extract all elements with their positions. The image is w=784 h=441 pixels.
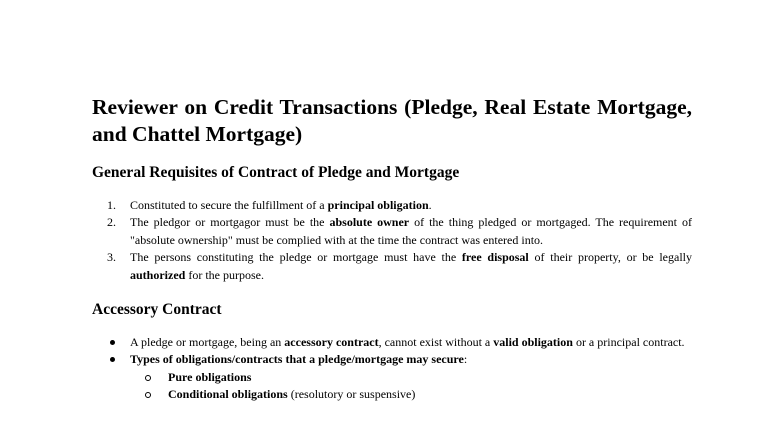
item-text: The persons constituting the pledge or mortgage must have the [130,250,462,265]
item-number: 2. [107,215,116,230]
document-title: Reviewer on Credit Transactions (Pledge, Real Estate Mortgage, and Chattel Mortgage) [92,95,692,146]
item-text: The pledgor or mortgagor must be the [130,215,330,230]
item-number: 3. [107,250,116,265]
section-heading-accessory-contract: Accessory Contract [92,301,222,319]
item-emphasis: principal obligation [327,198,429,212]
obligation-types-list [130,369,692,404]
accessory-list [92,334,692,404]
item-emphasis: Conditional obligations [168,387,288,402]
list-item [92,334,692,351]
document-page [92,94,692,404]
list-item [92,197,692,214]
item-emphasis: free disposal [461,250,529,265]
item-text: . [428,198,432,212]
hollow-bullet-icon [145,392,151,398]
sub-list-item [130,386,692,403]
item-emphasis: authorized [130,267,186,282]
sub-list-item [130,369,692,386]
item-text: A pledge or mortgage, being an [130,335,285,350]
item-text: , cannot exist without a [378,335,494,350]
item-text: Constituted to secure the fulfillment of a [130,198,328,212]
item-emphasis: Pure obligations [168,369,252,384]
bullet-icon [110,340,115,345]
item-text: (resolutory or suspensive) [287,387,416,402]
requisites-list [92,197,692,284]
list-item [92,249,692,284]
section-heading-general-requisites: General Requisites of Contract of Pledge and Mortgage [92,164,460,181]
item-number: 1. [107,198,116,212]
item-text: for the purpose. [185,267,264,282]
item-emphasis: valid obligation [493,335,573,350]
item-text: of the thing pledged or mortgaged. The requirement of "absolute ownership" must be complied with at the time the contract was entered into. [130,215,692,247]
item-text: or a principal contract. [572,335,685,350]
item-text: : [463,352,468,367]
list-item [92,351,692,403]
hollow-bullet-icon [145,375,151,381]
item-emphasis: Types of obligations/contracts that a pledge/mortgage may secure [130,352,464,367]
list-item [92,214,692,249]
item-emphasis: absolute owner [329,215,410,230]
item-text: of their property, or be legally [528,250,693,265]
item-emphasis: accessory contract [284,335,379,350]
bullet-icon [110,357,115,362]
